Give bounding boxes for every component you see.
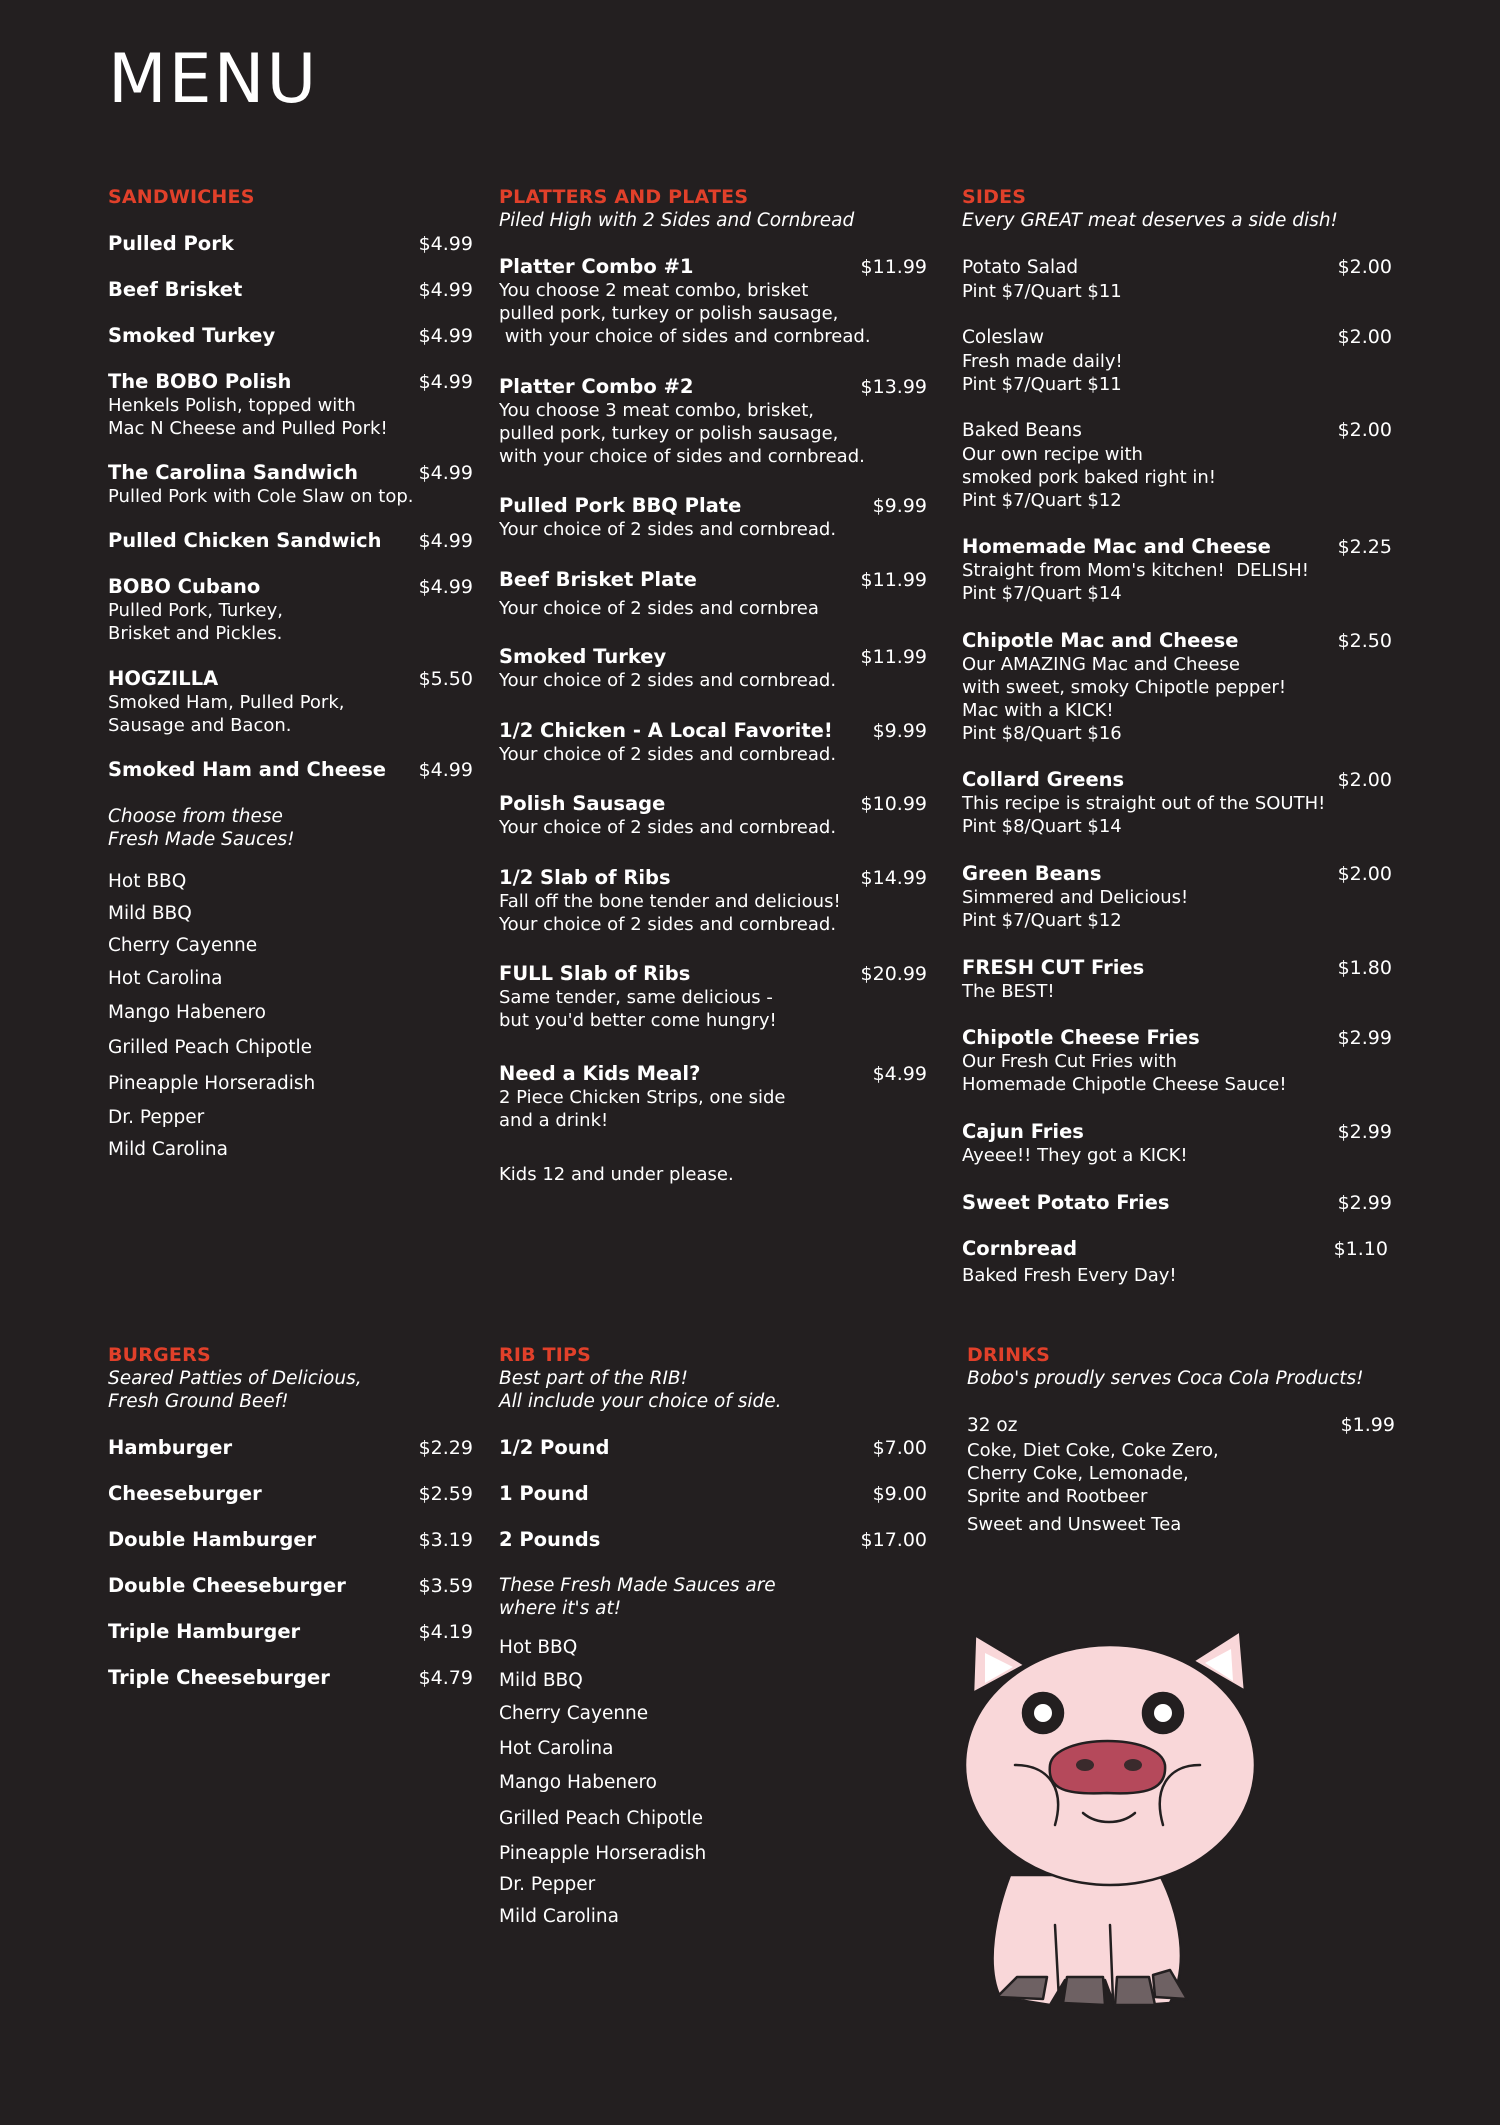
item-price: $2.00 bbox=[1337, 769, 1392, 791]
item-price: $4.99 bbox=[418, 462, 473, 484]
menu-item bbox=[499, 645, 927, 692]
item-name: Cajun Fries bbox=[962, 1120, 1084, 1143]
item-desc: Your choice of 2 sides and cornbread. bbox=[499, 914, 837, 935]
menu-item bbox=[499, 1482, 927, 1506]
sauce-item: Hot Carolina bbox=[499, 1738, 614, 1759]
pig-mascot-icon bbox=[955, 1625, 1280, 2015]
drinks-title: DRINKS bbox=[967, 1344, 1050, 1366]
item-price: $11.99 bbox=[860, 256, 927, 278]
item-price: $11.99 bbox=[860, 569, 927, 591]
item-price: $2.00 bbox=[1337, 326, 1392, 348]
sauce-intro bbox=[108, 805, 473, 851]
burgers-section bbox=[108, 1344, 473, 1694]
menu-item bbox=[962, 418, 1392, 512]
item-name: 32 oz bbox=[967, 1415, 1018, 1436]
item-name: Beef Brisket bbox=[108, 278, 243, 301]
item-name: FRESH CUT Fries bbox=[962, 956, 1145, 979]
sauce-item: Hot BBQ bbox=[499, 1637, 578, 1658]
menu-item bbox=[499, 792, 927, 839]
platters-title: PLATTERS AND PLATES bbox=[499, 186, 749, 208]
sauce-intro bbox=[499, 1574, 927, 1620]
item-desc: Our AMAZING Mac and Cheese bbox=[962, 654, 1240, 675]
sauce-item: Mango Habenero bbox=[108, 1002, 266, 1023]
item-name: Pulled Chicken Sandwich bbox=[108, 529, 382, 552]
sauce-intro-line: where it's at! bbox=[499, 1598, 622, 1619]
item-desc: smoked pork baked right in! bbox=[962, 467, 1217, 488]
menu-item bbox=[499, 866, 927, 936]
sides-subtitle: Every GREAT meat deserves a side dish! bbox=[962, 210, 1338, 231]
item-desc: Straight from Mom's kitchen! DELISH! bbox=[962, 560, 1309, 581]
item-desc: 2 Piece Chicken Strips, one side bbox=[499, 1087, 786, 1108]
menu-item bbox=[108, 278, 473, 302]
menu-item bbox=[962, 535, 1392, 605]
item-price: $2.59 bbox=[418, 1483, 473, 1505]
item-price: $3.59 bbox=[418, 1575, 473, 1597]
item-name: Collard Greens bbox=[962, 768, 1125, 791]
kids-note: Kids 12 and under please. bbox=[499, 1164, 734, 1185]
item-price: $4.99 bbox=[418, 530, 473, 552]
item-name: Triple Hamburger bbox=[108, 1620, 301, 1643]
menu-item bbox=[108, 1666, 473, 1690]
item-desc: Brisket and Pickles. bbox=[108, 623, 283, 644]
item-name: Polish Sausage bbox=[499, 792, 666, 815]
item-name: HOGZILLA bbox=[108, 667, 219, 690]
item-name: Baked Beans bbox=[962, 420, 1082, 441]
rib-tips-title: RIB TIPS bbox=[499, 1344, 592, 1366]
item-desc: Your choice of 2 sides and cornbread. bbox=[499, 670, 837, 691]
sauce-item: Dr. Pepper bbox=[108, 1107, 205, 1128]
menu-item bbox=[108, 667, 473, 737]
item-name: 2 Pounds bbox=[499, 1528, 601, 1551]
menu-item bbox=[108, 575, 473, 645]
item-name: Chipotle Cheese Fries bbox=[962, 1026, 1200, 1049]
sauce-item: Cherry Cayenne bbox=[108, 935, 258, 956]
menu-item bbox=[962, 1191, 1392, 1215]
item-price: $2.99 bbox=[1337, 1027, 1392, 1049]
item-price: $13.99 bbox=[860, 376, 927, 398]
item-price: $4.99 bbox=[418, 233, 473, 255]
item-desc: Sausage and Bacon. bbox=[108, 715, 292, 736]
item-name: 1/2 Pound bbox=[499, 1436, 610, 1459]
menu-item bbox=[108, 1620, 473, 1644]
menu-item bbox=[499, 1062, 927, 1132]
item-desc: Mac with a KICK! bbox=[962, 700, 1114, 721]
rib-tips-section bbox=[499, 1344, 927, 1934]
menu-item bbox=[967, 1413, 1395, 1536]
item-desc: and a drink! bbox=[499, 1110, 609, 1131]
menu-item bbox=[962, 255, 1392, 303]
menu-item bbox=[962, 956, 1392, 1003]
menu-item bbox=[962, 1026, 1392, 1096]
item-price: $2.99 bbox=[1337, 1192, 1392, 1214]
item-name: Sweet Potato Fries bbox=[962, 1191, 1170, 1214]
item-name: Beef Brisket Plate bbox=[499, 568, 697, 591]
sauce-intro-line: These Fresh Made Sauces are bbox=[499, 1575, 776, 1596]
item-desc: Baked Fresh Every Day! bbox=[962, 1265, 1177, 1286]
rib-tips-subtitle: Best part of the RIB! bbox=[499, 1368, 689, 1389]
burgers-title: BURGERS bbox=[108, 1344, 211, 1366]
menu-item bbox=[962, 1120, 1392, 1167]
sauce-item: Mango Habenero bbox=[499, 1772, 657, 1793]
item-price: $9.00 bbox=[872, 1483, 927, 1505]
burgers-subtitle: Seared Patties of Delicious, bbox=[108, 1368, 362, 1389]
item-price: $4.79 bbox=[418, 1667, 473, 1689]
menu-item bbox=[962, 325, 1392, 396]
item-desc: but you'd better come hungry! bbox=[499, 1010, 777, 1031]
item-desc: Pint $7/Quart $12 bbox=[962, 490, 1122, 511]
item-name: Need a Kids Meal? bbox=[499, 1062, 701, 1085]
item-price: $11.99 bbox=[860, 646, 927, 668]
sides-section bbox=[962, 186, 1392, 1296]
item-desc: Our own recipe with bbox=[962, 444, 1143, 465]
item-price: $17.00 bbox=[860, 1529, 927, 1551]
item-desc: This recipe is straight out of the SOUTH! bbox=[962, 793, 1326, 814]
item-desc: Your choice of 2 sides and cornbread. bbox=[499, 817, 837, 838]
menu-item bbox=[499, 255, 927, 348]
item-desc: You choose 3 meat combo, brisket, bbox=[499, 400, 815, 421]
item-price: $10.99 bbox=[860, 793, 927, 815]
item-desc: with your choice of sides and cornbread. bbox=[499, 326, 871, 347]
item-name: Cheeseburger bbox=[108, 1482, 262, 1505]
menu-item bbox=[108, 529, 473, 553]
sauce-item: Mild BBQ bbox=[108, 903, 192, 924]
item-name: 1/2 Chicken - A Local Favorite! bbox=[499, 719, 833, 742]
item-name: The BOBO Polish bbox=[108, 370, 292, 393]
item-price: $4.99 bbox=[418, 371, 473, 393]
item-name: Platter Combo #1 bbox=[499, 255, 694, 278]
item-price: $4.99 bbox=[418, 576, 473, 598]
item-price: $3.19 bbox=[418, 1529, 473, 1551]
sauce-item: Grilled Peach Chipotle bbox=[499, 1808, 703, 1829]
item-name: Chipotle Mac and Cheese bbox=[962, 629, 1239, 652]
menu-item bbox=[108, 232, 473, 256]
item-name: Smoked Turkey bbox=[108, 324, 276, 347]
item-desc: Fall off the bone tender and delicious! bbox=[499, 891, 841, 912]
item-price: $7.00 bbox=[872, 1437, 927, 1459]
item-price: $9.99 bbox=[872, 495, 927, 517]
item-name: BOBO Cubano bbox=[108, 575, 261, 598]
drinks-subtitle: Bobo's proudly serves Coca Cola Products! bbox=[967, 1368, 1364, 1389]
item-desc: The BEST! bbox=[962, 981, 1055, 1002]
menu-item bbox=[108, 1482, 473, 1506]
item-price: $1.80 bbox=[1337, 957, 1392, 979]
item-name: Smoked Turkey bbox=[499, 645, 667, 668]
menu-item bbox=[499, 962, 927, 1032]
sauce-item: Mild Carolina bbox=[108, 1139, 228, 1160]
rib-tips-subtitle: All include your choice of side. bbox=[499, 1391, 782, 1412]
sauce-intro-line: Choose from these bbox=[108, 806, 283, 827]
item-price: $4.99 bbox=[418, 759, 473, 781]
item-price: $20.99 bbox=[860, 963, 927, 985]
sauce-intro-line: Fresh Made Sauces! bbox=[108, 829, 295, 850]
menu-item bbox=[499, 494, 927, 541]
item-desc: Your choice of 2 sides and cornbread. bbox=[499, 519, 837, 540]
item-desc: Our Fresh Cut Fries with bbox=[962, 1051, 1177, 1072]
sauce-item: Pineapple Horseradish bbox=[108, 1073, 316, 1094]
item-desc: Your choice of 2 sides and cornbread. bbox=[499, 744, 837, 765]
sauce-item: Hot Carolina bbox=[108, 968, 223, 989]
item-name: Hamburger bbox=[108, 1436, 233, 1459]
item-name: Double Hamburger bbox=[108, 1528, 317, 1551]
item-desc: Henkels Polish, topped with bbox=[108, 395, 356, 416]
item-price: $2.29 bbox=[418, 1437, 473, 1459]
item-price: $9.99 bbox=[872, 720, 927, 742]
item-desc: with sweet, smoky Chipotle pepper! bbox=[962, 677, 1287, 698]
item-price: $14.99 bbox=[860, 867, 927, 889]
drinks-section bbox=[967, 1344, 1395, 1544]
menu-item bbox=[108, 1574, 473, 1598]
item-price: $2.00 bbox=[1337, 863, 1392, 885]
item-desc: Pint $8/Quart $14 bbox=[962, 816, 1122, 837]
sides-title: SIDES bbox=[962, 186, 1027, 208]
sandwiches-section bbox=[108, 186, 473, 1166]
item-price: $2.00 bbox=[1337, 419, 1392, 441]
burgers-subtitle: Fresh Ground Beef! bbox=[108, 1391, 289, 1412]
item-price: $2.50 bbox=[1337, 630, 1392, 652]
item-price: $2.00 bbox=[1337, 256, 1392, 278]
menu-item bbox=[108, 758, 473, 782]
item-price: $1.10 bbox=[1333, 1238, 1388, 1260]
drinks-list-line: Coke, Diet Coke, Coke Zero, bbox=[967, 1440, 1219, 1461]
item-name: Double Cheeseburger bbox=[108, 1574, 346, 1597]
item-name: FULL Slab of Ribs bbox=[499, 962, 691, 985]
sauce-item: Pineapple Horseradish bbox=[499, 1843, 707, 1864]
item-name: Green Beans bbox=[962, 862, 1102, 885]
sauce-item: Cherry Cayenne bbox=[499, 1703, 649, 1724]
drinks-list-line: Sprite and Rootbeer bbox=[967, 1486, 1148, 1507]
item-desc: pulled pork, turkey or polish sausage, bbox=[499, 423, 839, 444]
item-desc: Homemade Chipotle Cheese Sauce! bbox=[962, 1074, 1287, 1095]
item-desc: Simmered and Delicious! bbox=[962, 887, 1189, 908]
item-price: $5.50 bbox=[418, 668, 473, 690]
sauce-item: Grilled Peach Chipotle bbox=[108, 1037, 312, 1058]
platters-subtitle: Piled High with 2 Sides and Cornbread bbox=[499, 210, 855, 231]
menu-item bbox=[499, 1436, 927, 1460]
item-name: Coleslaw bbox=[962, 327, 1045, 348]
item-desc: pulled pork, turkey or polish sausage, bbox=[499, 303, 839, 324]
platters-section bbox=[499, 186, 927, 1196]
item-name: Pulled Pork bbox=[108, 232, 234, 255]
item-name: 1/2 Slab of Ribs bbox=[499, 866, 671, 889]
menu-title: MENU bbox=[108, 40, 319, 119]
sauce-item: Hot BBQ bbox=[108, 871, 187, 892]
item-desc: Same tender, same delicious - bbox=[499, 987, 773, 1008]
item-price: $2.99 bbox=[1337, 1121, 1392, 1143]
menu-item bbox=[108, 1528, 473, 1552]
item-desc: Pint $7/Quart $11 bbox=[962, 374, 1122, 395]
menu-item bbox=[499, 375, 927, 468]
item-name: 1 Pound bbox=[499, 1482, 589, 1505]
item-desc: Your choice of 2 sides and cornbrea bbox=[499, 598, 819, 619]
menu-item bbox=[499, 568, 927, 620]
item-name: Smoked Ham and Cheese bbox=[108, 758, 387, 781]
item-name: Potato Salad bbox=[962, 257, 1079, 278]
sauce-item: Mild BBQ bbox=[499, 1670, 583, 1691]
item-desc: Pulled Pork with Cole Slaw on top. bbox=[108, 486, 414, 507]
menu-item bbox=[499, 719, 927, 766]
item-price: $4.99 bbox=[872, 1063, 927, 1085]
item-desc: Smoked Ham, Pulled Pork, bbox=[108, 692, 345, 713]
menu-item bbox=[108, 370, 473, 440]
sauce-item: Mild Carolina bbox=[499, 1906, 619, 1927]
menu-item bbox=[499, 1528, 927, 1552]
item-price: $4.99 bbox=[418, 279, 473, 301]
item-name: The Carolina Sandwich bbox=[108, 461, 359, 484]
item-name: Triple Cheeseburger bbox=[108, 1666, 330, 1689]
item-name: Platter Combo #2 bbox=[499, 375, 694, 398]
sandwiches-title: SANDWICHES bbox=[108, 186, 255, 208]
item-name: Cornbread bbox=[962, 1237, 1078, 1260]
menu-item bbox=[108, 461, 473, 508]
item-name: Homemade Mac and Cheese bbox=[962, 535, 1271, 558]
item-price: $2.25 bbox=[1337, 536, 1392, 558]
item-desc: Pulled Pork, Turkey, bbox=[108, 600, 283, 621]
menu-item bbox=[962, 629, 1392, 745]
item-desc: Mac N Cheese and Pulled Pork! bbox=[108, 418, 388, 439]
item-price: $4.19 bbox=[418, 1621, 473, 1643]
item-desc: with your choice of sides and cornbread. bbox=[499, 446, 865, 467]
item-desc: Pint $7/Quart $11 bbox=[962, 281, 1122, 302]
drinks-list-line: Cherry Coke, Lemonade, bbox=[967, 1463, 1189, 1484]
item-desc: Pint $7/Quart $12 bbox=[962, 910, 1122, 931]
item-desc: Ayeee!! They got a KICK! bbox=[962, 1145, 1188, 1166]
menu-item bbox=[108, 324, 473, 348]
item-desc: Pint $8/Quart $16 bbox=[962, 723, 1122, 744]
menu-item bbox=[962, 1237, 1388, 1287]
menu-item bbox=[962, 768, 1392, 838]
menu-item bbox=[962, 862, 1392, 932]
item-desc: Pint $7/Quart $14 bbox=[962, 583, 1122, 604]
menu-item bbox=[108, 1436, 473, 1460]
item-name: Pulled Pork BBQ Plate bbox=[499, 494, 742, 517]
item-price: $1.99 bbox=[1340, 1414, 1395, 1436]
item-desc: You choose 2 meat combo, brisket bbox=[499, 280, 809, 301]
sauce-item: Dr. Pepper bbox=[499, 1874, 596, 1895]
item-price: $4.99 bbox=[418, 325, 473, 347]
item-desc: Fresh made daily! bbox=[962, 351, 1123, 372]
drinks-tea: Sweet and Unsweet Tea bbox=[967, 1514, 1182, 1535]
